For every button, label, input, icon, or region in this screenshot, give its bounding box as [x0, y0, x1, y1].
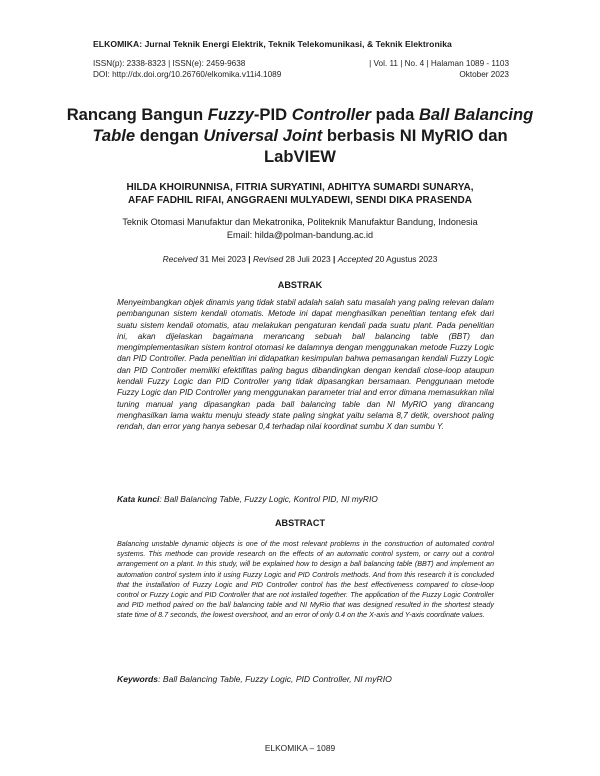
volume-info: | Vol. 11 | No. 4 | Halaman 1089 - 1103 — [369, 59, 509, 68]
abstrak-text: Menyeimbangkan objek dinamis yang tidak stabil adalah salah satu masalah yang paling relevan dalam pembangunan sistem kendali otomatis. Metode ini dapat menghasilkan penelitian tentang efek dari suatu sistem kendali otomatis, atau melakukan pengaturan kendali pada suatu plant. Pada penelitian ini, akan dijelaskan bagaimana merancang sebuah ball balancing table (BBT) dan mengimplementasikan sistem kontrol otomasi ke dalamnya dengan menggunakan metode Fuzzy Logic dan PID Controller. Pada penelitian ini didapatkan kesimpulan bahwa pemasangan kendali Fuzzy Logic dan PID Controller memiliki efektifitas paling bagus dibandingkan dengan kendali close-loop ataupun kendali Fuzzy Logic dan PID Controller yang tidak dipasangkan bersamaan. Penggunaan metode Fuzzy Logic dan PID Controller yang menggunakan parameter trial and error dimana memasukkan nilai tuning manual yang dipasangkan pada ball balancing table dan NI MyRIO yang dirancang menghasilkan lama waktu menuju steady state paling singkat yaitu selama 8,7 detik, overshoot paling rendah, dan error yang hanya sebesar 0,4 terhadap nilai koordinat sumbu X dan sumbu Y. — [117, 298, 494, 432]
affiliation-text: Teknik Otomasi Manufaktur dan Mekatronika, Politeknik Manufaktur Bandung, Indonesia — [122, 217, 478, 227]
author-line: HILDA KHOIRUNNISA, FITRIA SURYATINI, ADHITYA SUMARDI SUNARYA, — [126, 182, 474, 193]
contact-email[interactable]: Email: hilda@polman-bandung.ac.id — [226, 230, 374, 240]
issn: ISSN(p): 2338-8323 | ISSN(e): 2459-9638 — [93, 59, 246, 68]
kata-kunci: Kata kunci: Ball Balancing Table, Fuzzy Logic, Kontrol PID, NI myRIO — [117, 494, 378, 504]
submission-dates: Received 31 Mei 2023 | Revised 28 Juli 2023 | Accepted 20 Agustus 2023 — [162, 254, 438, 264]
paper-title: Rancang Bangun Fuzzy-PID Controller pada Ball Balancing Table dengan Universal Joint berbasis NI MyRIO dan LabVIEW — [66, 105, 534, 166]
abstract-text: Balancing unstable dynamic objects is one of the most relevant problems in the construction of automated control systems. This methode can provide research on the effects of an automatic control system, or carry out a control arrangement on a plant. In this study, will be explained how to design a ball balancing table (BBT) and implement an automation control system into it using Fuzzy Logic and PID Controls methods. And from this research it is concluded that the installation of Fuzzy Logic and PID Controller control has the best effectiveness compared to close-loop control or Fuzzy Logic and PID Controller that are not installed together. The application of the Fuzzy Logic Controller and PID method paired on the ball balancing table and NI MyRio that was designed resulted in the shortest steady state time of 8.7 seconds, the lowest overshoot, and an error of only 0.4 on the X-axis and Y-axis coordinate values. — [117, 539, 494, 620]
issue-date: Oktober 2023 — [459, 70, 509, 79]
abstrak-heading: ABSTRAK — [277, 280, 323, 290]
abstract-heading: ABSTRACT — [274, 518, 325, 528]
author-list — [40, 181, 560, 207]
page-footer: ELKOMIKA – 1089 — [264, 743, 336, 753]
keywords: Keywords: Ball Balancing Table, Fuzzy Logic, PID Controller, NI myRIO — [117, 674, 392, 684]
journal-name: ELKOMIKA: Jurnal Teknik Energi Elektrik, Teknik Telekomunikasi, & Teknik Elektronika — [93, 39, 452, 49]
affiliation — [40, 216, 560, 242]
author-line: AFAF FADHIL RIFAI, ANGGRAENI MULYADEWI, SENDI DIKA PRASENDA — [128, 195, 472, 206]
doi-link[interactable]: DOI: http://dx.doi.org/10.26760/elkomika.v11i4.1089 — [93, 70, 282, 79]
